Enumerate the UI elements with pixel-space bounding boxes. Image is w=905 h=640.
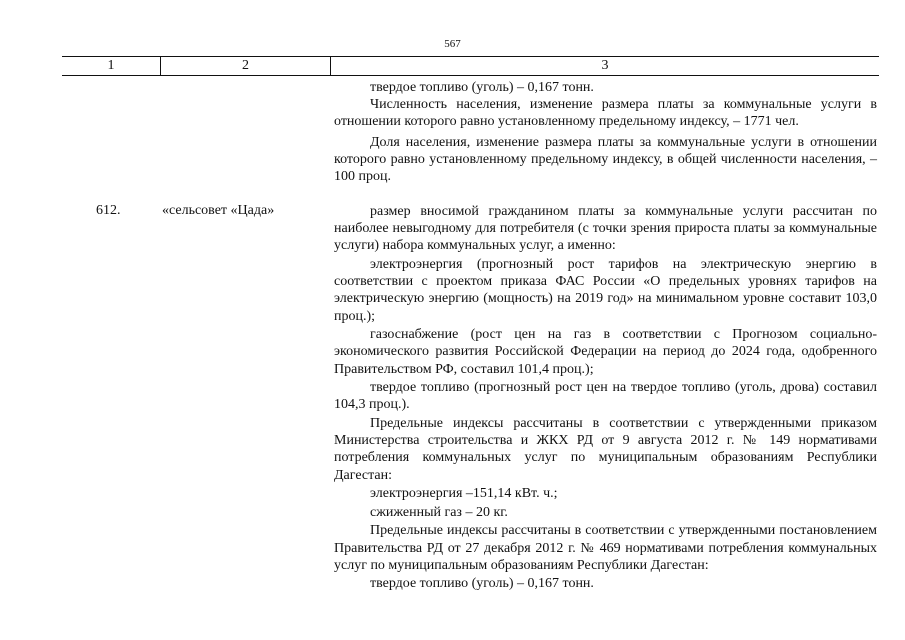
entry-text-block: [334, 203, 877, 594]
paragraph: Доля населения, изменение размера платы за коммунальные услуги в отношении которого равно установленному предельному индексу, в общей численности населения, – 100 проц.: [334, 134, 877, 185]
paragraph: твердое топливо (уголь) – 0,167 тонн.: [370, 80, 594, 95]
paragraph: газоснабжение (рост цен на газ в соответствии с Прогнозом социально-экономического развития Российской Федерации на период до 2024 года, одобренного Правительством РФ, составил 101,4 проц.);: [334, 327, 877, 377]
entry-name: «сельсовет «Цада»: [162, 203, 275, 218]
header-cell-1: 1: [62, 57, 161, 75]
paragraph: Предельные индексы рассчитаны в соответствии с утвержденными приказом Министерства строительства и ЖКХ РД от 9 августа 2012 г. № 149 нормативами потребления коммунальных услуг по муниципальным образованиям Республики Дагестан:: [334, 416, 877, 483]
paragraph: электроэнергия (прогнозный рост тарифов на электрическую энергию в соответствии с проектом приказа ФАС России «О предельных уровнях тарифов на электрическую энергию (мощность) на 2019 год» на минимальном уровне составит 103,0 проц.);: [334, 257, 877, 324]
paragraph: твердое топливо (уголь) – 0,167 тонн.: [370, 576, 594, 592]
header-cell-3: 3: [601, 58, 609, 73]
paragraph: Предельные индексы рассчитаны в соответствии с утвержденными постановлением Правительства РД от 27 декабря 2012 г. № 469 нормативами потребления коммунальных услуг по муниципальным образованиям Республики Дагестан:: [334, 523, 877, 573]
page-number: 567: [444, 38, 461, 50]
paragraph: сжиженный газ – 20 кг.: [370, 504, 508, 520]
entry-number: 612.: [96, 203, 121, 218]
paragraph: электроэнергия –151,14 кВт. ч.;: [370, 486, 558, 502]
paragraph: Численность населения, изменение размера платы за коммунальные услуги в отношении которого равно установленному предельному индексу, – 1771 чел.: [334, 97, 877, 130]
paragraph: твердое топливо (прогнозный рост цен на твердое топливо (уголь, дрова) составил 104,3 проц.).: [334, 380, 877, 413]
paragraph: размер вносимой гражданином платы за коммунальные услуги рассчитан по наиболее невыгодному для потребителя (с точки зрения прироста платы за коммунальные услуги) набора коммунальных услуг, а именно:: [334, 204, 877, 254]
header-cell-2: 2: [161, 57, 331, 75]
table-header-row: [62, 56, 879, 76]
continued-text-block: [334, 79, 877, 185]
